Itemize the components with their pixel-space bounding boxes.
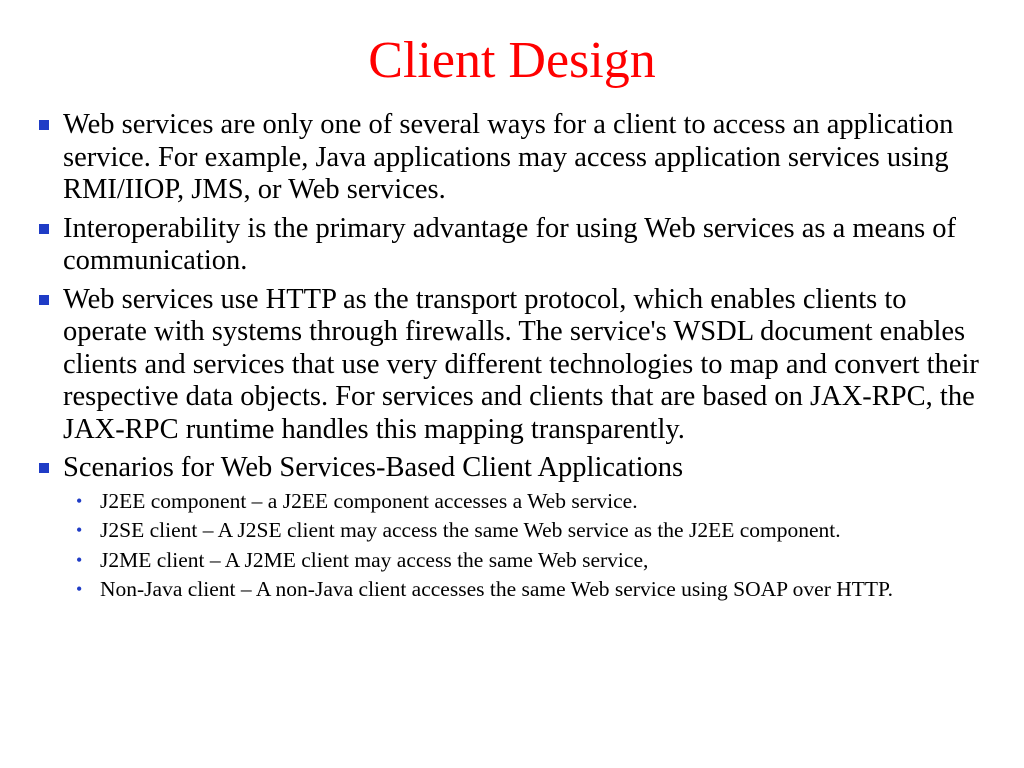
square-bullet-icon: [39, 463, 49, 473]
dot-bullet-icon: •: [76, 579, 83, 599]
sub-bullet-item: [63, 489, 988, 514]
dot-bullet-icon: •: [76, 520, 83, 540]
sub-bullet-text: J2SE client – A J2SE client may access the same Web service as the J2EE component.: [100, 518, 841, 542]
bullet-text: Interoperability is the primary advantage for using Web services as a means of communication.: [63, 212, 957, 276]
bullet-list: [38, 109, 988, 608]
slide-title: Client Design: [368, 32, 656, 89]
square-bullet-icon: [39, 120, 49, 130]
dot-bullet-icon: •: [76, 490, 83, 511]
sub-bullet-text: J2EE component – a J2EE component accesses a Web service.: [100, 488, 638, 513]
square-bullet-icon: [39, 295, 49, 305]
dot-bullet-icon: •: [76, 549, 83, 570]
bullet-item: [38, 213, 988, 278]
sub-bullet-item: [63, 577, 988, 602]
sub-bullet-text: J2ME client – A J2ME client may access the same Web service,: [100, 547, 649, 572]
bullet-text: Scenarios for Web Services-Based Client Applications: [63, 452, 684, 483]
bullet-item: [38, 109, 988, 207]
sub-bullet-list: [63, 489, 988, 602]
sub-bullet-text: Non-Java client – A non-Java client accesses the same Web service using SOAP over HTTP.: [100, 577, 893, 601]
bullet-text: Web services are only one of several ways for a client to access an application service. For example, Java applications may access application services using RMI/IIOP, JMS, or Web services.: [63, 109, 954, 205]
bullet-item: [38, 452, 988, 602]
sub-bullet-item: [63, 548, 988, 573]
bullet-item: [38, 284, 988, 447]
square-bullet-icon: [39, 224, 49, 234]
bullet-text: Web services use HTTP as the transport protocol, which enables clients to operate with systems through firewalls. The service's WSDL document enables clients and services that use very different technologies to map and convert their respective data objects. For services and clients that are based on JAX-RPC, the JAX-RPC runtime handles this mapping transparently.: [63, 283, 979, 445]
sub-bullet-item: [63, 518, 988, 543]
